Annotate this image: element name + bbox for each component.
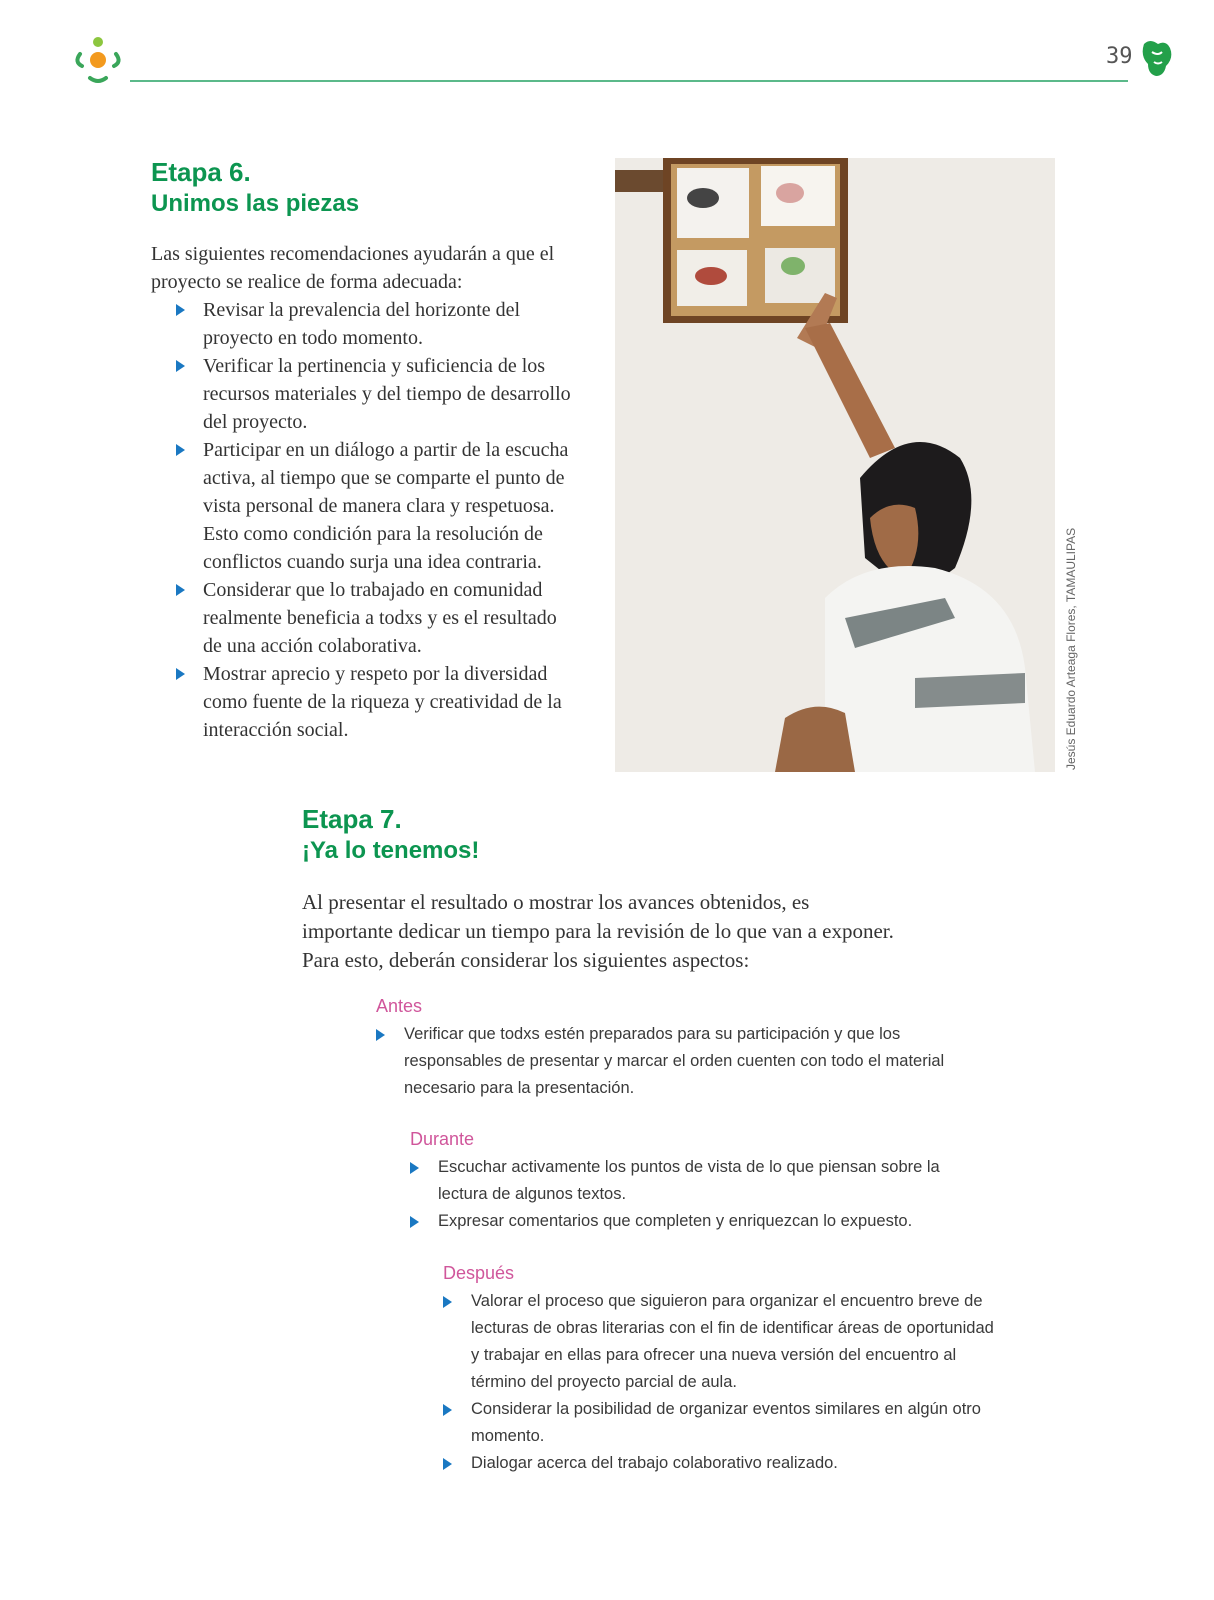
phase-list <box>376 1021 996 1102</box>
phase-despues <box>443 1263 1003 1477</box>
list-item: Verificar que todxs estén preparados para su participación y que los responsables de presentar y marcar el orden cuenten con todo el material necesario para la presentación. <box>376 1021 996 1102</box>
etapa6-subtitle: Unimos las piezas <box>151 190 360 217</box>
phase-list <box>443 1288 1003 1477</box>
student-pointing-photo <box>615 158 1055 772</box>
phase-label: Durante <box>410 1129 475 1149</box>
corner-emblem-icon <box>1140 38 1174 78</box>
phase-list <box>410 1154 980 1235</box>
bullet-arrow-icon <box>410 1216 419 1228</box>
list-item: Participar en un diálogo a partir de la escucha activa, al tiempo que se comparte el punto de vista personal de manera clara y respetuosa. Esto como condición para la resolución de conflictos cuando surja una idea contraria. <box>176 436 576 576</box>
bullet-arrow-icon <box>176 360 185 372</box>
phase-label: Antes <box>376 996 423 1016</box>
bullet-arrow-icon <box>376 1029 385 1041</box>
etapa7-heading <box>302 803 479 867</box>
etapa6-intro: Las siguientes recomendaciones ayudarán a que el proyecto se realice de forma adecuada: <box>151 243 555 293</box>
bullet-arrow-icon <box>410 1162 419 1174</box>
etapa7-subtitle: ¡Ya lo tenemos! <box>302 837 480 864</box>
list-item: Escuchar activamente los puntos de vista de lo que piensan sobre la lectura de algunos textos. <box>410 1154 980 1208</box>
page-number: 39 <box>1106 44 1133 69</box>
bullet-arrow-icon <box>443 1296 452 1308</box>
list-item: Verificar la pertinencia y suficiencia de los recursos materiales y del tiempo de desarrollo del proyecto. <box>176 352 576 436</box>
phase-label: Después <box>443 1263 515 1283</box>
phase-antes <box>376 996 996 1102</box>
phase-durante <box>410 1129 980 1235</box>
list-item: Expresar comentarios que completen y enriquezcan lo expuesto. <box>410 1208 980 1235</box>
list-item: Considerar la posibilidad de organizar eventos similares en algún otro momento. <box>443 1396 1003 1450</box>
list-item: Revisar la prevalencia del horizonte del proyecto en todo momento. <box>176 296 576 352</box>
etapa6-recommendations-list <box>176 296 576 744</box>
bullet-arrow-icon <box>443 1404 452 1416</box>
header-rule <box>130 80 1128 82</box>
etapa7-title: Etapa 7. <box>302 804 402 834</box>
bullet-arrow-icon <box>443 1458 452 1470</box>
list-item: Valorar el proceso que siguieron para organizar el encuentro breve de lecturas de obras literarias con el fin de identificar áreas de oportunidad y trabajar en ellas para ofrecer una nueva versión del encuentro al término del proyecto parcial de aula. <box>443 1288 1003 1396</box>
etapa6-title: Etapa 6. <box>151 157 251 187</box>
list-item: Dialogar acerca del trabajo colaborativo realizado. <box>443 1450 1003 1477</box>
bullet-arrow-icon <box>176 444 185 456</box>
photo-credit: Jesús Eduardo Arteaga Flores, TAMAULIPAS <box>1064 527 1078 770</box>
book-series-logo <box>70 32 126 88</box>
bullet-arrow-icon <box>176 584 185 596</box>
etapa7-intro: Al presentar el resultado o mostrar los avances obtenidos, es importante dedicar un tiempo para la revisión de lo que van a exponer. Para esto, deberán considerar los siguientes aspectos: <box>302 890 894 972</box>
bullet-arrow-icon <box>176 668 185 680</box>
list-item: Mostrar aprecio y respeto por la diversidad como fuente de la riqueza y creatividad de la interacción social. <box>176 660 576 744</box>
bullet-arrow-icon <box>176 304 185 316</box>
etapa6-heading <box>151 156 359 220</box>
list-item: Considerar que lo trabajado en comunidad realmente beneficia a todxs y es el resultado de una acción colaborativa. <box>176 576 576 660</box>
